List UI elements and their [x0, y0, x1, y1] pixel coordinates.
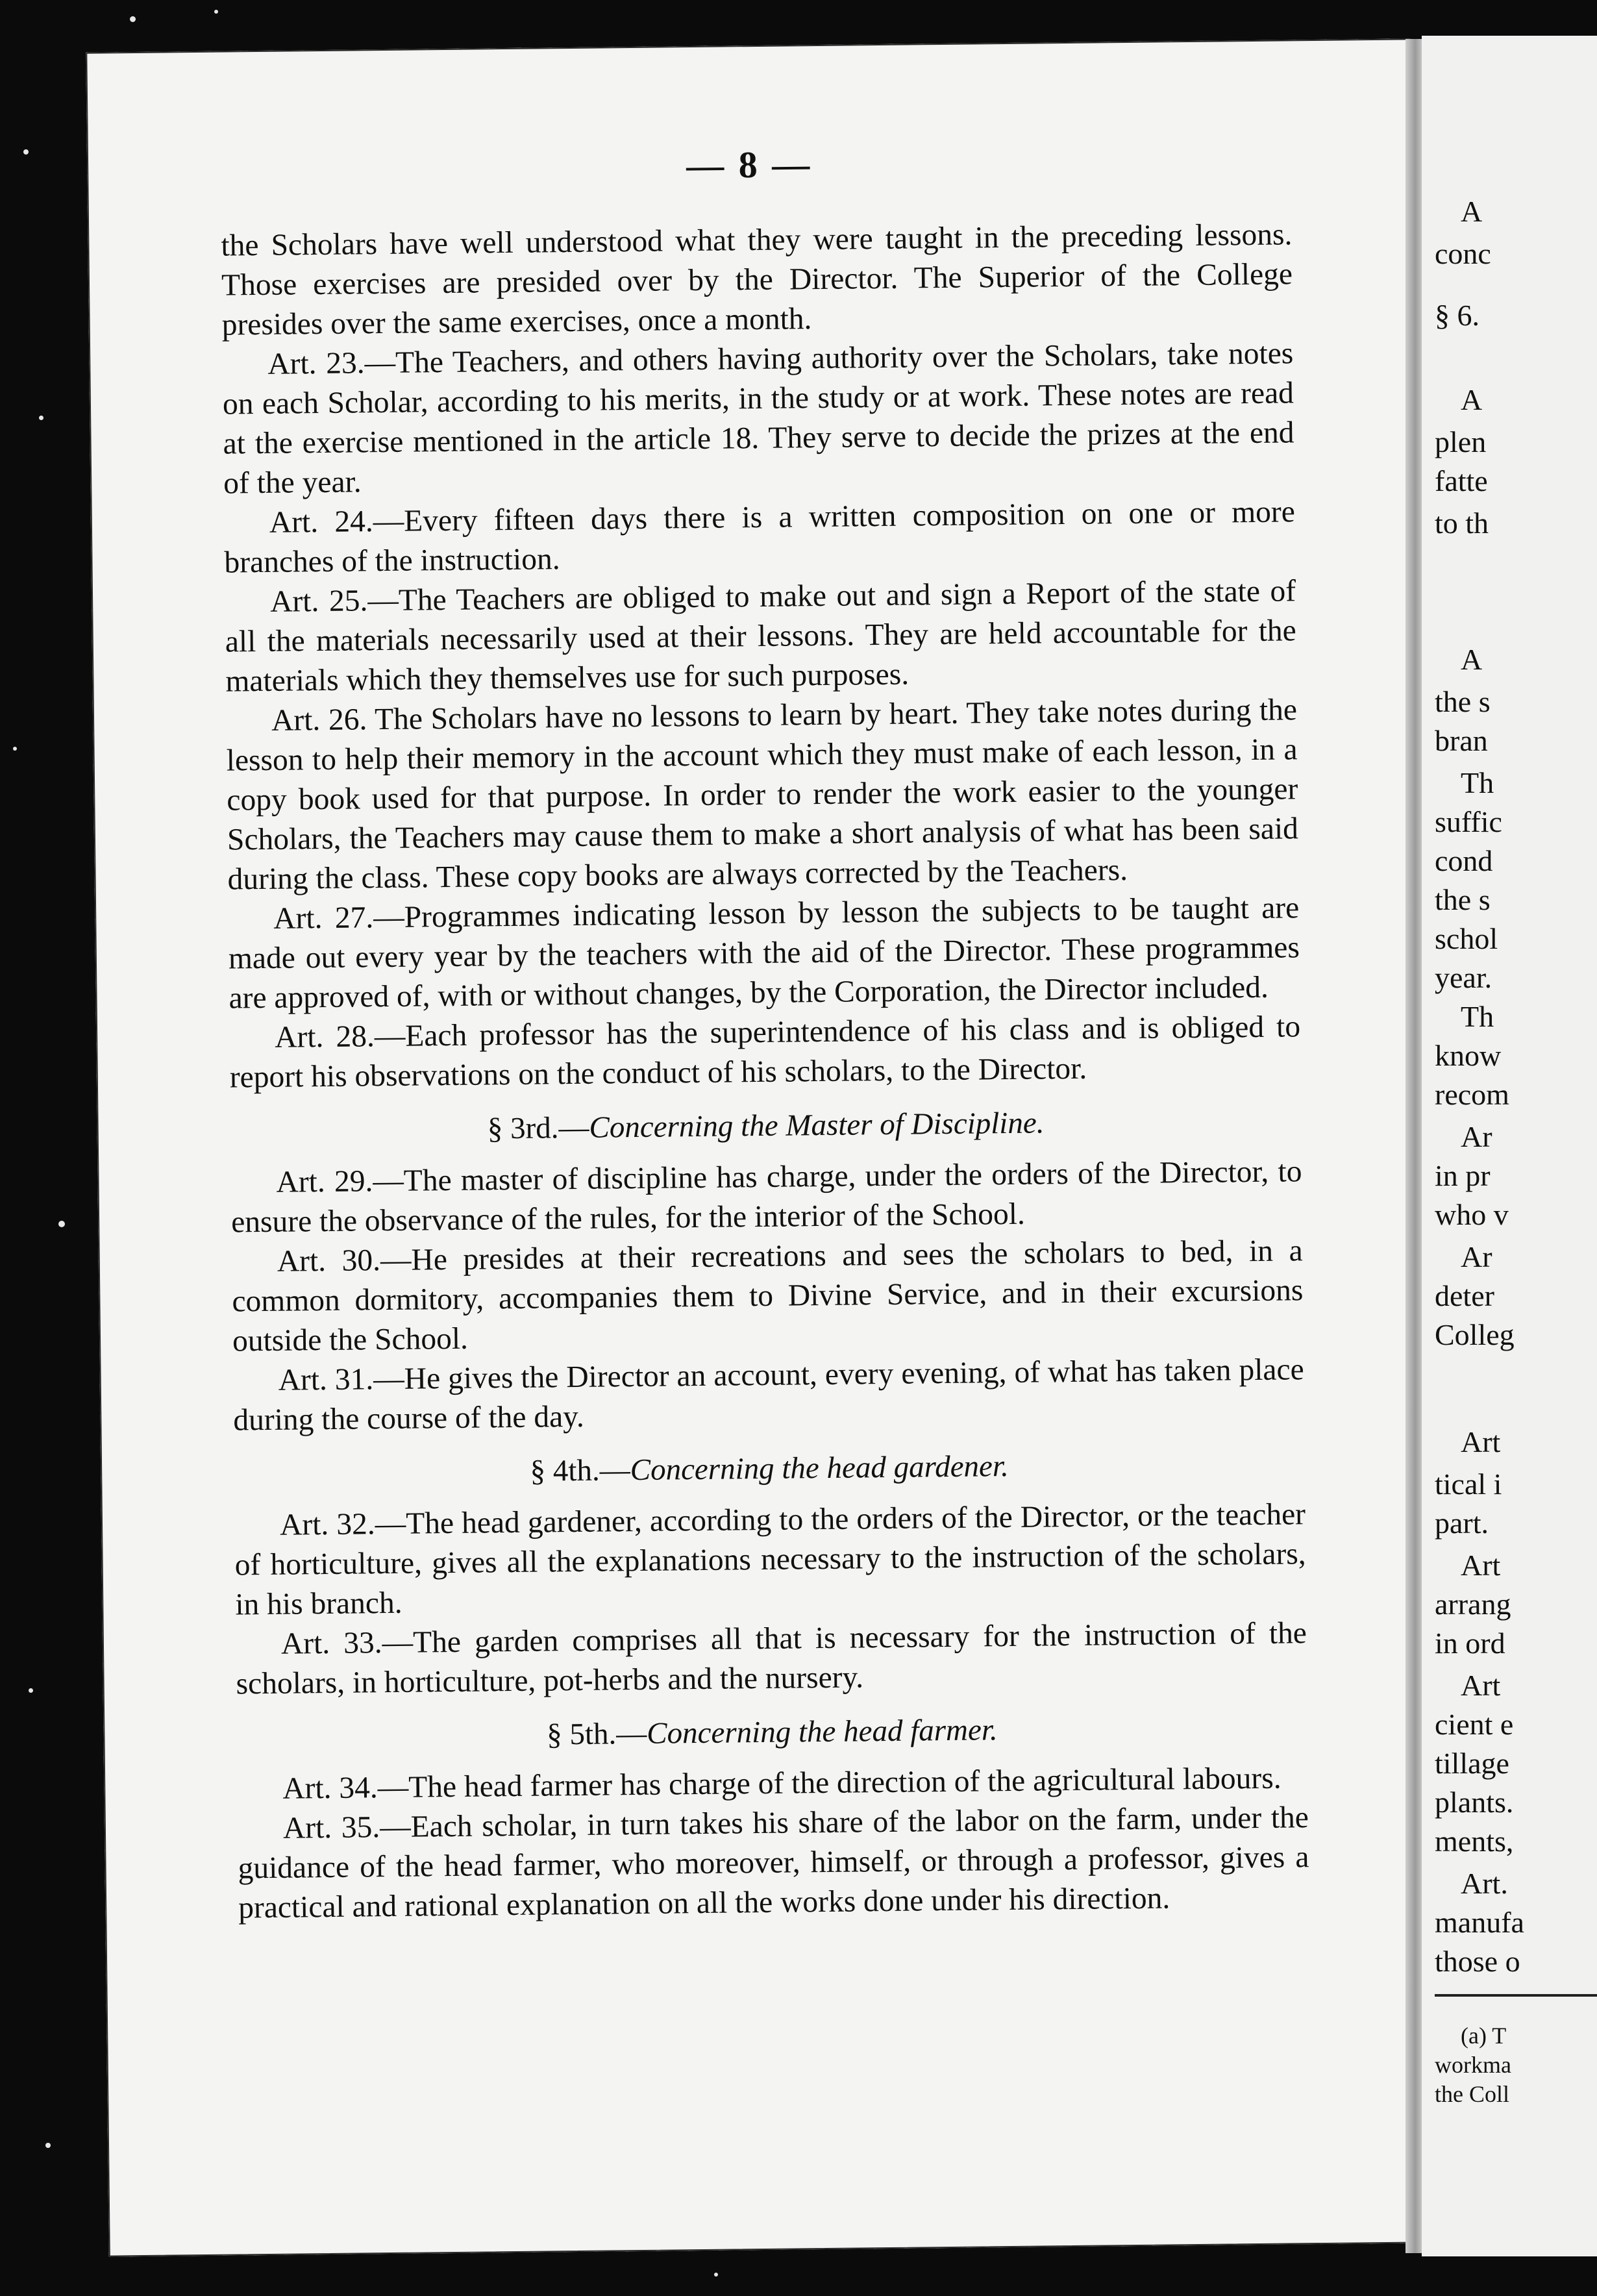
- section-heading-farmer: [236, 1707, 1308, 1758]
- facing-page-line: Colleg: [1435, 1318, 1515, 1351]
- section-number: § 4th.—: [530, 1453, 630, 1488]
- facing-page-line: Art: [1461, 1425, 1501, 1458]
- footnote-rule: [1435, 1994, 1597, 1997]
- facing-page-line: who v: [1435, 1198, 1509, 1231]
- facing-page-line: Ar: [1461, 1120, 1492, 1153]
- facing-page-line: A: [1461, 195, 1483, 228]
- article-34: Art. 34.—The head farmer has charge of the direction of the agricultural labours.: [282, 1761, 1281, 1806]
- facing-page-line: Art: [1461, 1549, 1501, 1582]
- dust-speck: [13, 747, 17, 751]
- facing-page-line: conc: [1435, 237, 1491, 270]
- facing-page-line: in pr: [1435, 1159, 1491, 1192]
- facing-page-line: A: [1461, 383, 1483, 416]
- facing-page-line: plants.: [1435, 1786, 1514, 1819]
- facing-page-line: A: [1461, 643, 1483, 676]
- facing-page-line: to th: [1435, 506, 1489, 540]
- facing-page-line: tical i: [1435, 1467, 1502, 1501]
- section-title: Concerning the Master of Discipline.: [589, 1106, 1045, 1145]
- section-title: Concerning the head farmer.: [646, 1713, 998, 1751]
- article-27: Art. 27.—Programmes indicating lesson by lesson the subjects to be taught are made out every year by the teachers with the aid of the Director. These programmes are approved of, with or without changes, by the Corporation, the Director included.: [228, 891, 1300, 1016]
- article-25: Art. 25.—The Teachers are obliged to make out and sign a Report of the state of all the materials necessarily used at their lessons. They are held accountable for the materials which they themselves use for such purposes.: [225, 574, 1296, 699]
- facing-page-line: schol: [1435, 922, 1498, 955]
- article-26: Art. 26. The Scholars have no lessons to learn by heart. They take notes during the lesson to help their memory in the account which they must make of each lesson, in a copy book used for that purpose. In order to render the work easier to the younger Scholars, the Teachers may cause them to make a short analysis of what has been said during the class. These copy books are always corrected by the Teachers.: [226, 693, 1299, 897]
- article-29: Art. 29.—The master of discipline has charge, under the orders of the Director, to ensure the observance of the rules, for the interior of the School.: [230, 1154, 1302, 1240]
- article-31: Art. 31.—He gives the Director an account, every evening, of what has taken place during the course of the day.: [233, 1353, 1304, 1438]
- body-text: [221, 215, 1309, 1928]
- article-24: Art. 24.—Every fifteen days there is a written composition on one or more branches of the instruction.: [224, 495, 1296, 580]
- dust-speck: [45, 2143, 51, 2148]
- facing-page-line: Art.: [1461, 1867, 1508, 1900]
- facing-page-line: plen: [1435, 425, 1487, 458]
- section-number: § 5th.—: [546, 1716, 647, 1752]
- dust-speck: [214, 10, 218, 14]
- section-heading-gardener: [234, 1443, 1306, 1494]
- article-35: Art. 35.—Each scholar, in turn takes his share of the labor on the farm, under the guidance of the head farmer, who moreover, himself, or through a professor, gives a practical and rational explanation on all the works done under his direction.: [238, 1801, 1309, 1925]
- dust-speck: [130, 16, 136, 22]
- facing-page-line: arrang: [1435, 1588, 1511, 1621]
- section-number: § 3rd.—: [487, 1110, 589, 1146]
- facing-page-line: in ord: [1435, 1627, 1505, 1660]
- article-33: Art. 33.—The garden comprises all that is necessary for the instruction of the scholars, in horticulture, pot-herbs and the nursery.: [236, 1616, 1307, 1701]
- dust-speck: [29, 1688, 33, 1693]
- facing-page-line: know: [1435, 1039, 1502, 1072]
- dust-speck: [23, 149, 29, 155]
- facing-page-line: those o: [1435, 1945, 1520, 1978]
- facing-page-line: cient e: [1435, 1708, 1514, 1741]
- article-23: Art. 23.—The Teachers, and others having authority over the Scholars, take notes on each Scholar, according to his merits, in the study or at work. These notes are read at the exercise mentioned in the article 18. They serve to decide the prizes at the end of the year.: [222, 336, 1294, 501]
- facing-page-line: manufa: [1435, 1906, 1524, 1939]
- article-28: Art. 28.—Each professor has the superintendence of his class and is obliged to report his observations on the conduct of his scholars, to the Director.: [229, 1010, 1301, 1095]
- dust-speck: [39, 416, 43, 420]
- facing-page-line: § 6.: [1435, 299, 1479, 332]
- section-heading-discipline: [230, 1101, 1302, 1151]
- article-32: Art. 32.—The head gardener, according to the orders of the Director, or the teacher of horticulture, gives all the explanations necessary to the instruction of the scholars, in his branch.: [234, 1497, 1306, 1622]
- facing-page-line: tillage: [1435, 1747, 1509, 1780]
- dust-speck: [58, 1221, 65, 1227]
- facing-page-line: bran: [1435, 724, 1488, 757]
- facing-page: [1422, 36, 1597, 2256]
- dust-speck: [714, 2273, 718, 2277]
- facing-page-line: fatte: [1435, 464, 1488, 497]
- paragraph-opening: the Scholars have well understood what they were taught in the preceding lessons. Those exercises are presided over by the Director. The Superior of the College presides over the same exercises, once a month.: [221, 218, 1293, 342]
- page-number: — 8 —: [686, 143, 813, 187]
- facing-page-line: (a) T: [1461, 2023, 1507, 2049]
- section-title: Concerning the head gardener.: [630, 1449, 1009, 1488]
- facing-page-line: year.: [1435, 961, 1492, 994]
- facing-page-line: deter: [1435, 1279, 1494, 1312]
- facing-page-line: recom: [1435, 1078, 1509, 1111]
- facing-page-line: the s: [1435, 883, 1491, 916]
- facing-page-line: ments,: [1435, 1825, 1514, 1858]
- facing-page-line: Ar: [1461, 1240, 1492, 1273]
- facing-page-line: Th: [1461, 1000, 1494, 1033]
- left-page: [86, 38, 1433, 2256]
- facing-page-line: the s: [1435, 685, 1491, 718]
- facing-page-line: cond: [1435, 844, 1493, 877]
- article-30: Art. 30.—He presides at their recreations and sees the scholars to bed, in a common dormitory, accompanies them to Divine Service, and in their excursions outside the School.: [232, 1234, 1304, 1358]
- facing-page-line: the Coll: [1435, 2081, 1509, 2107]
- facing-page-line: part.: [1435, 1506, 1489, 1540]
- facing-page-line: Th: [1461, 766, 1494, 799]
- facing-page-line: workma: [1435, 2052, 1511, 2078]
- facing-page-line: suffic: [1435, 805, 1502, 838]
- facing-page-line: Art: [1461, 1669, 1501, 1702]
